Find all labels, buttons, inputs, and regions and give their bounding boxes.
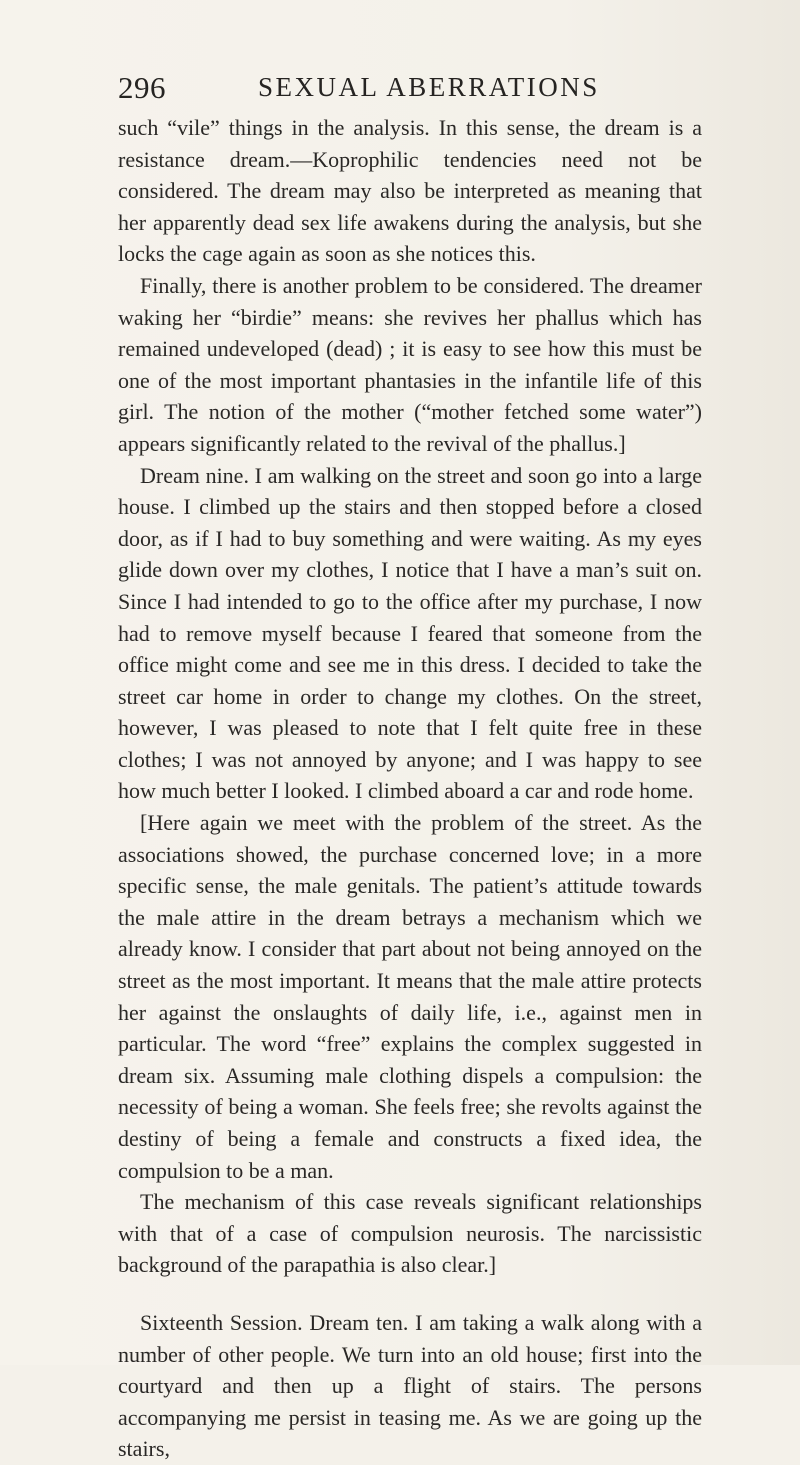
page-number: 296: [118, 70, 166, 105]
paragraph: [Here again we meet with the problem of the street. As the associations showed, the purchase concerned love; in a more specific sense, the male genitals. The patient’s attitude towards the male attire in the dream betrays a mechanism which we already know. I consider that part about not being annoyed on the street as the most important. It means that the male attire protects her against the onslaughts of daily life, i.e., against men in particular. The word “free” explains the complex suggested in dream six. Assuming male clothing dispels a compulsion: the necessity of being a woman. She feels free; she revolts against the destiny of being a female and constructs a fixed idea, the compulsion to be a man.: [118, 810, 702, 1183]
paragraph: such “vile” things in the analysis. In this sense, the dream is a resistance dream.—Koprophilic tendencies need not be considered. The dream may also be interpreted as meaning that her apparently dead sex life awakens during the analysis, but she locks the cage again as soon as she notices this.: [118, 115, 702, 267]
running-title: SEXUAL ABERRATIONS: [258, 72, 600, 102]
paragraph: Sixteenth Session. Dream ten. I am taking a walk along with a number of other people. We turn into an old house; first into the courtyard and then up a flight of stairs. The persons accompanying me persist in teasing me. As we are going up the stairs,: [118, 1309, 702, 1462]
paragraph: Dream nine. I am walking on the street and soon go into a large house. I climbed up the stairs and then stopped before a closed door, as if I had to buy something and were waiting. As my eyes glide down over my clothes, I notice that I have a man’s suit on. Since I had intended to go to the office after my purchase, I now had to remove myself because I feared that someone from the office might come and see me in this dress. I decided to take the street car home in order to change my clothes. On the street, however, I was pleased to note that I felt quite free in these clothes; I was not annoyed by anyone; and I was happy to see how much better I looked. I climbed aboard a car and rode home.: [118, 462, 702, 804]
page-header: [118, 70, 698, 110]
paragraph: The mechanism of this case reveals significant relationships with that of a case of compulsion neurosis. The narcissistic background of the parapathia is also clear.]: [118, 1189, 702, 1278]
paragraph: Finally, there is another problem to be considered. The dreamer waking her “birdie” means: she revives her phallus which has remained undeveloped (dead) ; it is easy to see how this must be one of the most important phantasies in the infantile life of this girl. The notion of the mother (“mother fetched some water”) appears significantly related to the revival of the phallus.]: [118, 272, 702, 456]
body-text: [118, 112, 702, 1465]
